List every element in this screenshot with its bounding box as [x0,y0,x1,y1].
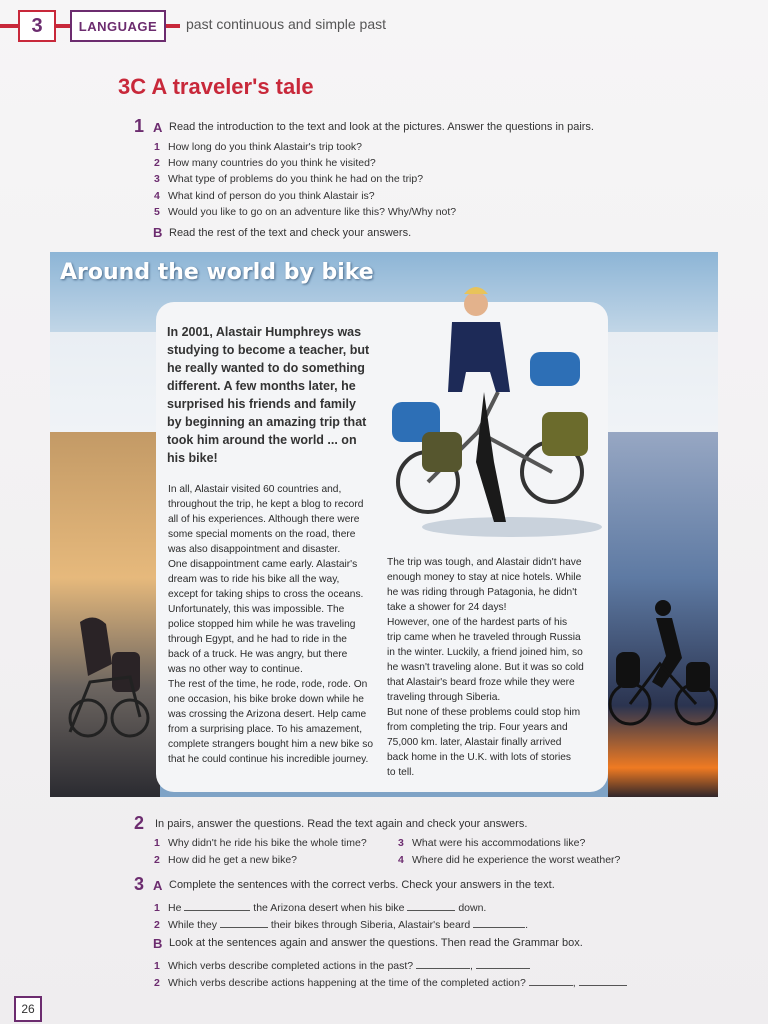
ex3-sentence-2: 2 While they their bikes through Siberia, Alastair's beard . [154,919,528,931]
article-intro: In 2001, Alastair Humphreys was studying to become a teacher, but he really wanted to do something different. A few months later, he surprised his friends and family by beginning an amazing trip that took him around the world ... on his bike! [167,325,370,465]
answer-blank[interactable] [476,958,530,969]
exercise-1-number: 1 [134,116,145,136]
exercise-1a-instruction: Read the introduction to the text and look at the pictures. Answer the questions in pairs. [169,121,594,133]
header-topic: past continuous and simple past [186,16,387,32]
article-panel [50,252,718,797]
exercise-1b-letter: B [153,225,163,240]
answer-blank[interactable] [407,900,455,911]
answer-blank[interactable] [184,900,250,911]
ex1-question: 2 How many countries do you think he visited? [154,157,376,169]
ex3-question-1: 1 Which verbs describe completed actions in the past? , [154,958,530,972]
exercise-2-number: 2 [134,813,145,833]
section-tag: LANGUAGE [70,10,166,42]
article-banner: Around the world by bike [60,260,374,285]
answer-blank[interactable] [529,975,573,986]
lesson-title: 3C A traveler's tale [118,74,314,99]
answer-blank[interactable] [220,917,268,928]
left-photo-cyclist-sunrise [50,432,160,797]
page-header [0,10,768,40]
exercise-1a-letter: A [153,120,163,135]
ex1-question: 5 Would you like to go on an adventure like this? Why/Why not? [154,206,457,218]
ex1-question: 3 What type of problems do you think he had on the trip? [154,173,424,185]
exercise-3a-letter: A [153,878,163,893]
exercise-1b-instruction: Read the rest of the text and check your answers. [169,227,412,239]
article-column-2: The trip was tough, and Alastair didn't have enough money to stay at nice hotels. While he was riding through Patagonia, he didn't take a shower for 24 days! However, one of the hardest parts of his trip came when he traveled through Russia in the winter. Luckily, a friend joined him, so he wasn't traveling alone. But it was so cold that Alastair's beard froze while they were traveling through Siberia. But none of these problems could stop him from completing the trip. Four years and 75,000 km. later, Alastair finally arrived back home in the U.K. with lots of stories to tell. [387,557,584,778]
exercise-3a-instruction: Complete the sentences with the correct verbs. Check your answers in the text. [169,879,555,891]
article-column-1: In all, Alastair visited 60 countries and, throughout the trip, he kept a blog to record all of his experiences. Although there were some special moments on the road, there was also disappointment and disaster. One disappointment came early. Alastair's dream was to ride his bike all the way, except for taking ships to cross the oceans. Unfortunately, this was impossible. The police stopped him while he was traveling through Egypt, and he had to ride in the back of a truck. He was angry, but there was no other way to continue. The rest of the time, he rode, rode, rode. On one occasion, his bike broke down while he was crossing the Arizona desert. Help came from a surprising place. To his amazement, complete strangers bought him a new bike so that he could continue his incredible journey. [168,484,373,765]
cyclist-silhouette-icon [608,432,718,797]
ex1-question: 1 How long do you think Alastair's trip took? [154,141,363,153]
ex2-question: 2 How did he get a new bike? [154,854,297,866]
page-number: 26 [14,996,42,1022]
unit-number: 3 [18,10,56,42]
exercise-3b-letter: B [153,936,163,951]
cyclist-silhouette-icon [50,432,160,797]
bike-rider-icon [392,272,612,542]
ex2-question: 1 Why didn't he ride his bike the whole time? [154,837,367,849]
exercise-3b-instruction: Look at the sentences again and answer the questions. Then read the Grammar box. [169,937,583,949]
right-photo-cyclist-sunset [608,432,718,797]
ex3-question-2: 2 Which verbs describe actions happening at the time of the completed action? , [154,975,627,989]
answer-blank[interactable] [416,958,470,969]
exercise-2-instruction: In pairs, answer the questions. Read the text again and check your answers. [155,818,528,830]
ex2-question: 4 Where did he experience the worst weather? [398,854,621,866]
answer-blank[interactable] [473,917,525,928]
ex1-question: 4 What kind of person do you think Alastair is? [154,190,375,202]
exercise-3-number: 3 [134,874,145,894]
answer-blank[interactable] [579,975,627,986]
main-photo-alastair-with-bike [392,272,612,542]
ex2-question: 3 What were his accommodations like? [398,837,586,849]
ex3-sentence-1: 1 He the Arizona desert when his bike down. [154,902,487,914]
